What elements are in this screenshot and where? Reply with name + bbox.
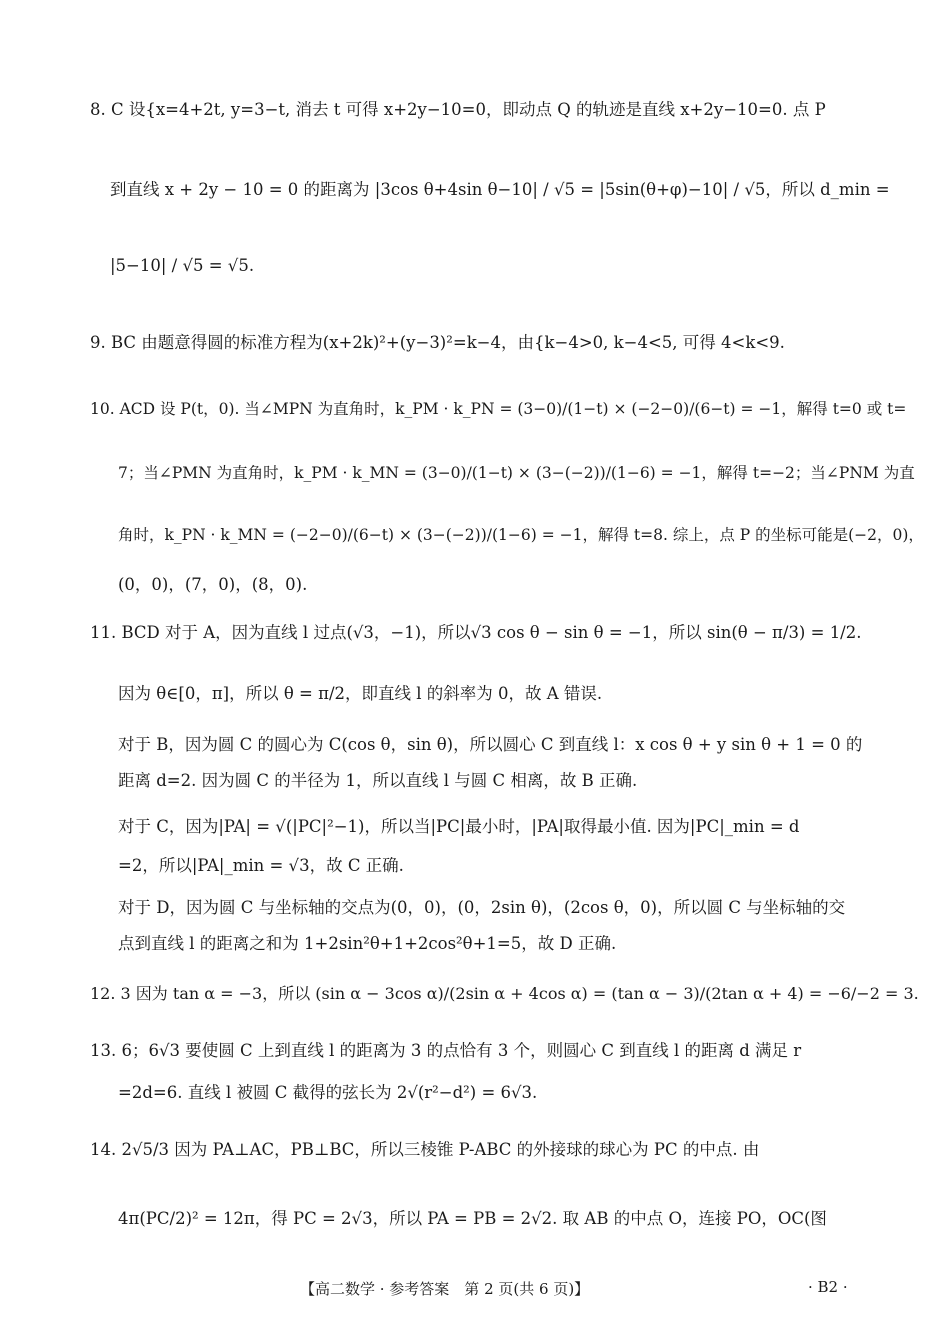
text-line-l03: |5−10| / √5 = √5. — [110, 256, 255, 275]
text-line-l08: (0，0)，(7，0)，(8，0). — [118, 575, 308, 594]
text-line-l15: 对于 D，因为圆 C 与坐标轴的交点为(0，0)，(0，2sin θ)，(2cos θ，0)，所以圆 C 与坐标轴的交 — [118, 898, 846, 917]
text-line-l04: 9. BC 由题意得圆的标准方程为(x+2k)²+(y−3)²=k−4，由{k−4>0, k−4<5, 可得 4<k<9. — [90, 333, 785, 352]
text-line-l17: 12. 3 因为 tan α = −3，所以 (sin α − 3cos α)/(2sin α + 4cos α) = (tan α − 3)/(2tan α + 4) = −6/−2 = 3. — [90, 984, 919, 1003]
text-line-l13: 对于 C，因为|PA| = √(|PC|²−1)，所以当|PC|最小时，|PA|取得最小值. 因为|PC|_min = d — [118, 817, 800, 836]
text-line-l11: 对于 B，因为圆 C 的圆心为 C(cos θ，sin θ)，所以圆心 C 到直线 l：x cos θ + y sin θ + 1 = 0 的 — [118, 735, 863, 754]
text-line-l16: 点到直线 l 的距离之和为 1+2sin²θ+1+2cos²θ+1=5，故 D 正确. — [118, 934, 617, 953]
text-line-l19: =2d=6. 直线 l 被圆 C 截得的弦长为 2√(r²−d²) = 6√3. — [118, 1083, 538, 1102]
text-line-l09: 11. BCD 对于 A，因为直线 l 过点(√3，−1)，所以√3 cos θ − sin θ = −1，所以 sin(θ − π/3) = 1/2. — [90, 623, 862, 642]
text-line-l20: 14. 2√5/3 因为 PA⊥AC，PB⊥BC，所以三棱锥 P-ABC 的外接球的球心为 PC 的中点. 由 — [90, 1140, 760, 1159]
text-line-l18: 13. 6；6√3 要使圆 C 上到直线 l 的距离为 3 的点恰有 3 个，则圆心 C 到直线 l 的距离 d 满足 r — [90, 1041, 802, 1060]
text-line-l06: 7；当∠PMN 为直角时，k_PM · k_MN = (3−0)/(1−t) × (3−(−2))/(1−6) = −1，解得 t=−2；当∠PNM 为直 — [118, 464, 915, 482]
text-line-l07: 角时，k_PN · k_MN = (−2−0)/(6−t) × (3−(−2))/(1−6) = −1，解得 t=8. 综上，点 P 的坐标可能是(−2，0)， — [118, 526, 924, 544]
text-line-l10: 因为 θ∈[0，π]，所以 θ = π/2，即直线 l 的斜率为 0，故 A 错误. — [118, 684, 603, 703]
text-line-l12: 距离 d=2. 因为圆 C 的半径为 1，所以直线 l 与圆 C 相离，故 B 正确. — [118, 771, 638, 790]
footer-code: · B2 · — [808, 1278, 848, 1296]
text-line-l01: 8. C 设{x=4+2t, y=3−t, 消去 t 可得 x+2y−10=0，即动点 Q 的轨迹是直线 x+2y−10=0. 点 P — [90, 100, 826, 119]
text-line-l02: 到直线 x + 2y − 10 = 0 的距离为 |3cos θ+4sin θ−10| / √5 = |5sin(θ+φ)−10| / √5，所以 d_min = — [110, 180, 890, 199]
text-line-l14: =2，所以|PA|_min = √3，故 C 正确. — [118, 856, 404, 875]
text-line-l05: 10. ACD 设 P(t，0). 当∠MPN 为直角时，k_PM · k_PN = (3−0)/(1−t) × (−2−0)/(6−t) = −1，解得 t=0 或 t= — [90, 400, 907, 418]
footer-page-info: 【高二数学 · 参考答案 第 2 页(共 6 页)】 — [300, 1280, 590, 1298]
text-line-l21: 4π(PC/2)² = 12π，得 PC = 2√3，所以 PA = PB = 2√2. 取 AB 的中点 O，连接 PO，OC(图 — [118, 1209, 827, 1228]
